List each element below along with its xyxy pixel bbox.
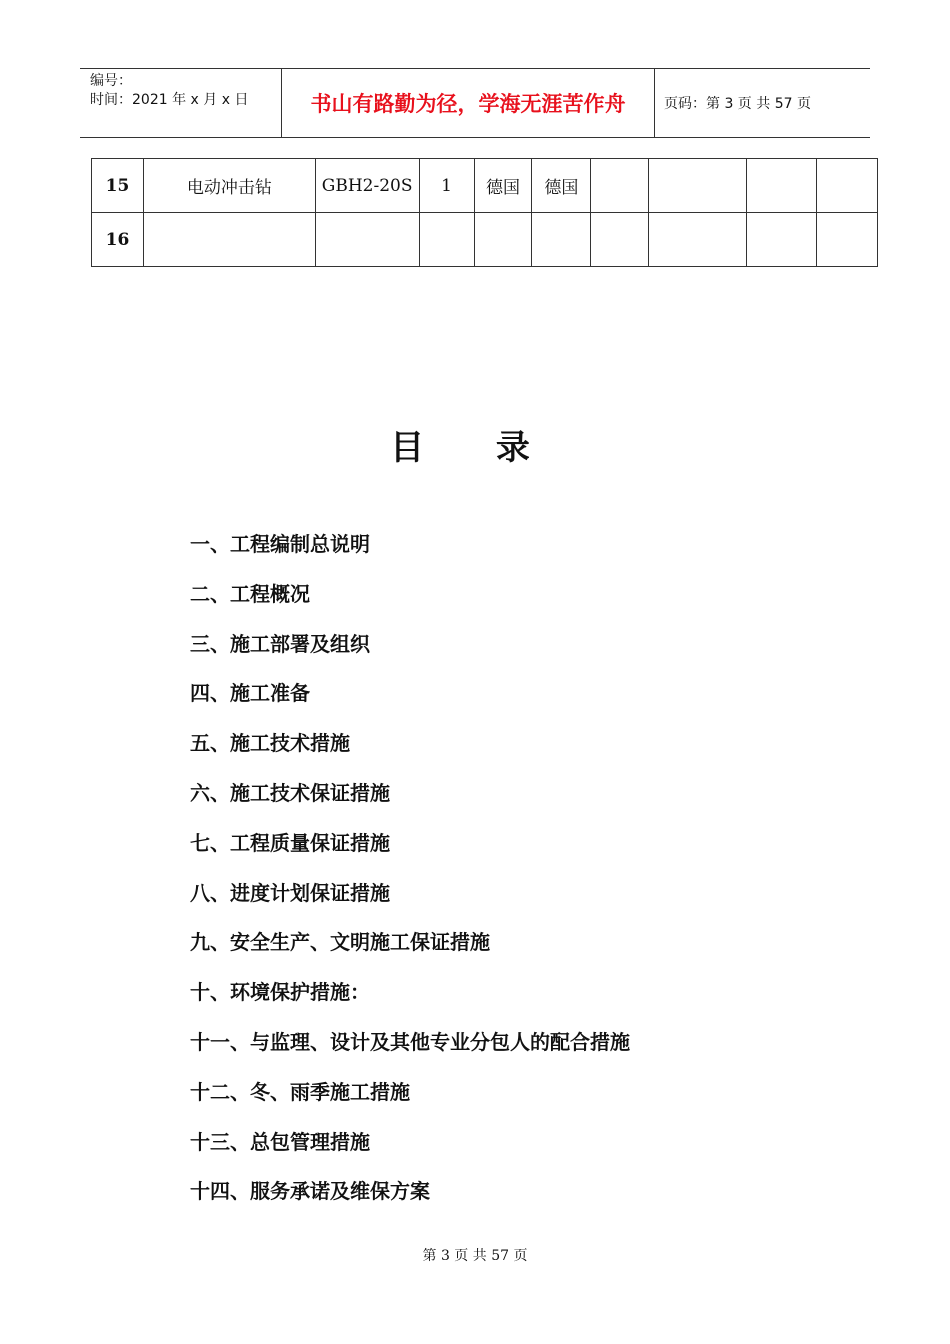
header-motto: 书山有路勤为径，学海无涯苦作舟 — [281, 69, 655, 137]
table-cell: 1 — [419, 159, 474, 213]
table-cell — [591, 213, 649, 267]
toc-item: 五、施工技术措施 — [190, 731, 350, 756]
toc-item: 三、施工部署及组织 — [190, 631, 370, 656]
table-cell — [747, 213, 817, 267]
toc-item: 一、工程编制总说明 — [190, 532, 370, 556]
table-cell — [474, 213, 532, 267]
table-cell — [315, 213, 419, 267]
toc-item: 十一、与监理、设计及其他专业分包人的配合措施 — [190, 1029, 630, 1054]
toc-item: 七、工程质量保证措施 — [190, 830, 390, 855]
table-cell: 德国 — [474, 159, 532, 213]
table-cell — [817, 213, 878, 267]
table-cell: 德国 — [532, 159, 591, 213]
table-cell — [817, 159, 878, 213]
toc-title: 目 录 — [390, 428, 560, 468]
table-cell — [747, 159, 817, 213]
table-cell — [419, 213, 474, 267]
table-cell — [649, 213, 747, 267]
header-page-info: 页码：第 3 页 共 57 页 — [664, 96, 811, 112]
toc-item: 八、进度计划保证措施 — [190, 880, 390, 905]
table-row — [92, 159, 878, 213]
toc-item: 十四、服务承诺及维保方案 — [190, 1179, 430, 1204]
table-cell — [532, 213, 591, 267]
toc-list — [190, 527, 630, 1224]
code-label: 编号： — [90, 73, 132, 89]
table-cell: GBH2-20S — [315, 159, 419, 213]
table-row — [92, 213, 878, 267]
table-cell: 电动冲击钻 — [143, 159, 315, 213]
toc-item: 十二、冬、雨季施工措施 — [190, 1079, 410, 1104]
toc-item: 九、安全生产、文明施工保证措施 — [190, 930, 490, 955]
table-cell — [143, 213, 315, 267]
toc-item: 二、工程概况 — [190, 581, 310, 606]
page-footer: 第 3 页 共 57 页 — [422, 1248, 528, 1264]
table-cell: 15 — [92, 159, 144, 213]
toc-item: 十、环境保护措施： — [190, 980, 370, 1005]
table-cell: 16 — [92, 213, 144, 267]
table-cell — [591, 159, 649, 213]
toc-item: 四、施工准备 — [190, 681, 310, 706]
toc-item: 六、施工技术保证措施 — [190, 780, 390, 805]
equipment-table — [91, 158, 878, 267]
header-meta — [80, 69, 280, 137]
toc-item: 十三、总包管理措施 — [190, 1129, 370, 1154]
page-header — [80, 68, 870, 138]
time-label: 时间：2021 年 x 月 x 日 — [90, 92, 249, 108]
table-cell — [649, 159, 747, 213]
